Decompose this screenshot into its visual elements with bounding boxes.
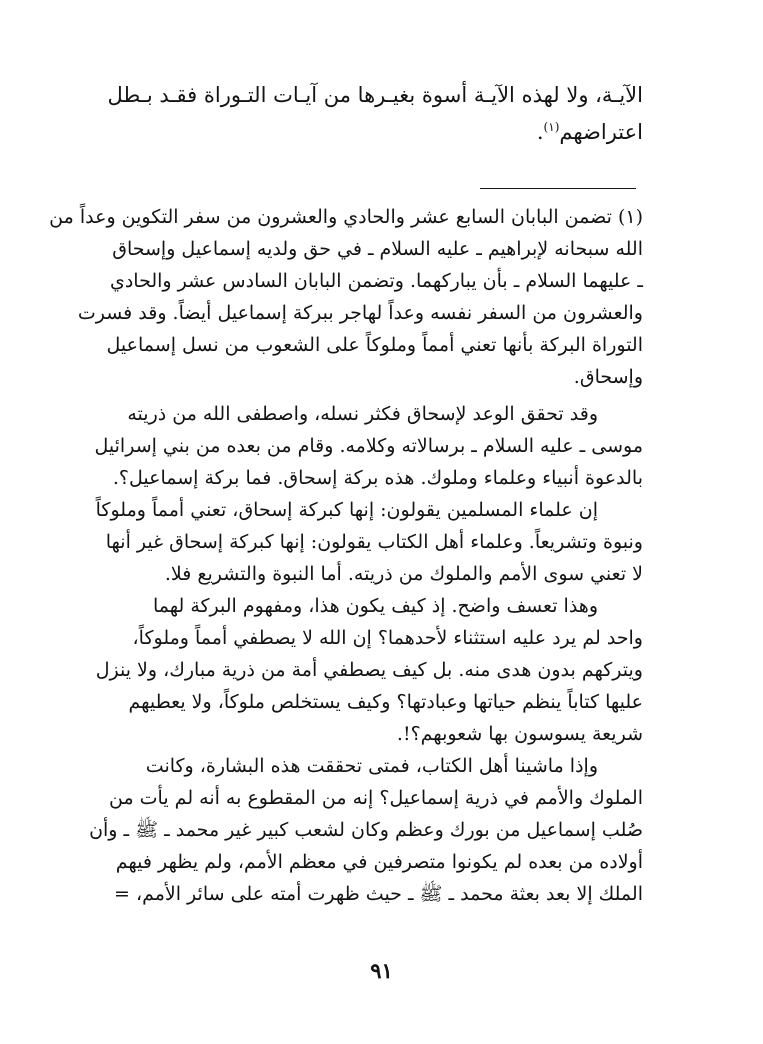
footnote-line: (١) تضمن البابان السابع عشر والحادي والعشرون من سفر التكوين وعداً من xyxy=(49,206,643,228)
footnote-line: لا تعني سوى الأمم والملوك من ذريته. أما النبوة والتشريع فلا. xyxy=(164,563,643,585)
footnote-line: إن علماء المسلمين يقولون: إنها كبركة إسحاق، تعني أمماً وملوكاً xyxy=(95,499,598,521)
footnote-line: الملك إلا بعد بعثة محمد ـ ﷺ ـ حيث ظهرت أمته على سائر الأمم، = xyxy=(113,883,643,905)
footnote-line: الملوك والأمم في ذرية إسماعيل؟ إنه من المقطوع به أنه لم يأت من xyxy=(108,787,643,809)
main-text-line-2 xyxy=(0,112,763,147)
footnote-line: عليها كتاباً ينظم حياتها وعبادتها؟ وكيف يستخلص ملوكاً، ولا يعطيهم xyxy=(128,691,643,713)
footnote-line: ويتركهم بدون هدى منه. بل كيف يصطفي أمة من ذرية مبارك، ولا ينزل xyxy=(95,659,643,681)
page-number: ٩١ xyxy=(370,958,393,983)
footnote-reference-marker: (١) xyxy=(543,120,560,134)
footnote-line: ـ عليهما السلام ـ بأن يباركهما. وتضمن البابان السادس عشر والحادي xyxy=(109,270,643,292)
footnote-line: التوراة البركة بأنها تعني أمماً وملوكاً على الشعوب من نسل إسماعيل xyxy=(106,334,643,356)
main-text-line-2-text: اعتراضهم xyxy=(559,120,643,144)
footnote-line: أولاده من بعده لم يكونوا متصرفين في معظم الأمم، ولم يظهر فيهم xyxy=(115,851,643,873)
footnote-line: واحد لم يرد عليه استثناء لأحدهما؟ إن الله لا يصطفي أمماً وملوكاً، xyxy=(132,627,643,649)
footnote-line: صُلب إسماعيل من بورك وعظم وكان لشعب كبير غير محمد ـ ﷺ ـ وأن xyxy=(89,819,643,841)
footnote-line: ونبوة وتشريعاً. وعلماء أهل الكتاب يقولون: إنها كبركة إسحاق غير أنها xyxy=(105,531,643,553)
footnote-line: وقد تحقق الوعد لإسحاق فكثر نسله، واصطفى الله من ذريته xyxy=(127,403,598,425)
footnote-line: بالدعوة أنبياء وعلماء وملوك. هذه بركة إسحاق. فما بركة إسماعيل؟. xyxy=(112,467,643,489)
footnote-line: وإذا ماشينا أهل الكتاب، فمتى تحققت هذه البشارة، وكانت xyxy=(145,755,598,777)
footnote-line: موسى ـ عليه السلام ـ برسالاته وكلامه. وقام من بعده من بني إسرائيل xyxy=(94,435,643,457)
footnote-line: الله سبحانه لإبراهيم ـ عليه السلام ـ في حق ولديه إسماعيل وإسحاق xyxy=(112,238,643,260)
main-text-line-1: الآيـة، ولا لهذه الآيـة أسوة بغيـرها من آيـات التـوراة فقـد بـطل xyxy=(107,83,643,107)
footnote-line: والعشرون من السفر نفسه وعداً لهاجر ببركة إسماعيل أيضاً. وقد فسرت xyxy=(77,302,643,324)
footnote-separator xyxy=(480,188,636,189)
footnote-line: شريعة يسوسون بها شعوبهم؟!. xyxy=(396,723,643,745)
footnote-line: وهذا تعسف واضح. إذ كيف يكون هذا، ومفهوم البركة لهما xyxy=(152,595,598,617)
footnote-line: وإسحاق. xyxy=(573,366,643,388)
main-text-line-2-end: . xyxy=(536,120,544,144)
